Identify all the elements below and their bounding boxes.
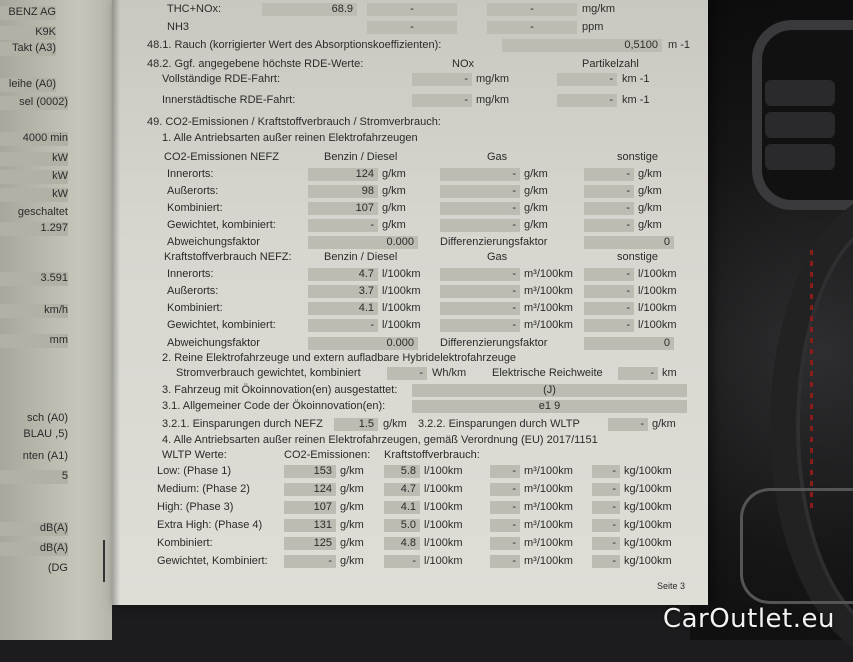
fuel-diff-value: 0 (584, 337, 674, 350)
fuel-row-label: Innerorts: (167, 268, 214, 280)
wltp-kg-unit: kg/100km (624, 537, 672, 549)
section-4-label: 4. Alle Antriebsarten außer reinen Elektrofahrzeugen, gemäß Verordnung (EU) 2017/1151 (162, 434, 598, 446)
strom-unit: Wh/km (432, 367, 467, 379)
wltp-gas-unit: m³/100km (524, 501, 573, 513)
section-3-2-2-label: 3.2.2. Einsparungen durch WLTP (418, 418, 580, 430)
thc-nox-unit: mg/km (582, 3, 615, 15)
left-page-text: 5 (0, 470, 68, 484)
co2-row-gas-value: - (440, 219, 520, 232)
strom-label: Stromverbrauch gewichtet, kombiniert (176, 367, 361, 379)
co2-deviation-value: 0.000 (308, 236, 418, 249)
thc-nox-label: THC+NOx: (167, 3, 222, 15)
wltp-kg-value: - (592, 519, 620, 532)
co2-row-other-unit: g/km (638, 185, 662, 197)
smoke-unit: m -1 (668, 39, 690, 51)
left-page-text: kW (0, 170, 68, 184)
left-page-text: sel (0002) (0, 96, 68, 110)
wltp-fuel-value: 5.8 (384, 465, 420, 478)
fuel-row-gas-unit: m³/100km (524, 302, 573, 314)
particle-header: Partikelzahl (582, 58, 639, 70)
fuel-row-benzin-value: 4.1 (308, 302, 378, 315)
rde-urban-label: Innerstädtische RDE-Fahrt: (162, 94, 296, 106)
wltp-row-label: Medium: (Phase 2) (157, 483, 250, 495)
wltp-co2-unit: g/km (340, 537, 364, 549)
fuel-row-other-value: - (584, 319, 634, 332)
co2-row-label: Innerorts: (167, 168, 214, 180)
co2-row-benzin-value: 98 (308, 185, 378, 198)
wltp-kg-unit: kg/100km (624, 519, 672, 531)
wltp-savings-value: - (608, 418, 648, 431)
left-page-text: (DG (47, 562, 68, 574)
wltp-co2-unit: g/km (340, 465, 364, 477)
nh3-label: NH3 (167, 21, 190, 33)
col-gas: Gas (487, 151, 508, 163)
co2-row-other-value: - (584, 202, 634, 215)
wltp-gas-unit: m³/100km (524, 465, 573, 477)
co2-row-benzin-unit: g/km (382, 219, 406, 231)
co2-row-gas-value: - (440, 185, 520, 198)
rde-full-nox: - (412, 73, 472, 86)
range-label: Elektrische Reichweite (492, 367, 603, 379)
fuel-row-label: Außerorts: (167, 285, 219, 297)
wltp-savings-unit: g/km (652, 418, 676, 430)
wltp-gas-value: - (490, 519, 520, 532)
section-3-1-label: 3.1. Allgemeiner Code der Ökoinnovation(en): (162, 400, 386, 412)
fuel-row-other-value: - (584, 285, 634, 298)
thc-nox-value: 68.9 (262, 3, 357, 16)
left-page-text: dB(A) (0, 542, 68, 556)
wltp-co2-value: 124 (284, 483, 336, 496)
wltp-fuel-unit: l/100km (424, 519, 463, 531)
wltp-kg-value: - (592, 555, 620, 568)
thc-nox-dash: - (487, 3, 577, 16)
co2-row-label: Gewichtet, kombiniert: (167, 219, 276, 231)
co2-row-label: Außerorts: (167, 185, 219, 197)
co2-row-benzin-unit: g/km (382, 168, 406, 180)
fuel-row-other-value: - (584, 268, 634, 281)
left-page-text: kW (0, 152, 68, 166)
wltp-co2-value: - (284, 555, 336, 568)
fuel-row-benzin-value: - (308, 319, 378, 332)
fuel-row-other-unit: l/100km (638, 285, 677, 297)
co2-nefz-header: CO2-Emissionen NEFZ (164, 151, 279, 163)
co2-row-gas-unit: g/km (524, 202, 548, 214)
rde-full-pn: - (557, 73, 617, 86)
left-page-text: 1.297 (0, 222, 68, 236)
wltp-gas-unit: m³/100km (524, 537, 573, 549)
wltp-co2-unit: g/km (340, 519, 364, 531)
fuel-deviation-value: 0.000 (308, 337, 418, 350)
co2-row-other-value: - (584, 185, 634, 198)
wltp-row-label: Kombiniert: (157, 537, 213, 549)
rde-urban-pn: - (557, 94, 617, 107)
strom-value: - (387, 367, 427, 380)
co2-row-label: Kombiniert: (167, 202, 223, 214)
wltp-header: WLTP Werte: (162, 449, 227, 461)
section-48-1-label: 48.1. Rauch (korrigierter Wert des Absorptionskoeffizienten): (147, 39, 442, 51)
left-page-text: leihe (A0) (0, 78, 56, 92)
fuel-row-gas-value: - (440, 285, 520, 298)
wltp-kg-value: - (592, 537, 620, 550)
fuel-deviation-label: Abweichungsfaktor (167, 337, 260, 349)
co2-row-gas-unit: g/km (524, 185, 548, 197)
wltp-co2-value: 153 (284, 465, 336, 478)
range-unit: km (662, 367, 677, 379)
fuel-diff-label: Differenzierungsfaktor (440, 337, 548, 349)
binding-mark (103, 540, 105, 582)
wltp-gas-unit: m³/100km (524, 519, 573, 531)
left-page-text: nten (A1) (22, 450, 68, 462)
co2-diff-label: Differenzierungsfaktor (440, 236, 548, 248)
left-page-text: 4000 min (0, 132, 68, 146)
co2-row-other-value: - (584, 168, 634, 181)
nh3-dash: - (367, 21, 457, 34)
left-page-text: BLAU ,5) (23, 428, 68, 440)
wltp-kg-value: - (592, 465, 620, 478)
rde-full-pn-unit: km -1 (622, 73, 650, 85)
dashboard-button (765, 144, 835, 170)
col-benzin-diesel: Benzin / Diesel (324, 251, 398, 263)
left-facing-page (0, 0, 112, 640)
wltp-kg-unit: kg/100km (624, 555, 672, 567)
fuel-row-benzin-unit: l/100km (382, 285, 421, 297)
co2-row-gas-value: - (440, 168, 520, 181)
left-page-text: geschaltet (17, 206, 68, 218)
co2-row-benzin-value: 107 (308, 202, 378, 215)
co2-row-benzin-value: 124 (308, 168, 378, 181)
wltp-co2-unit: g/km (340, 555, 364, 567)
section-49-1-label: 1. Alle Antriebsarten außer reinen Elektrofahrzeugen (162, 132, 418, 144)
fuel-row-benzin-value: 3.7 (308, 285, 378, 298)
nefz-savings-unit: g/km (383, 418, 407, 430)
nh3-dash: - (487, 21, 577, 34)
wltp-gas-value: - (490, 537, 520, 550)
fuel-row-other-unit: l/100km (638, 302, 677, 314)
fuel-row-gas-value: - (440, 268, 520, 281)
co2-row-benzin-value: - (308, 219, 378, 232)
fuel-row-other-unit: l/100km (638, 319, 677, 331)
wltp-kg-value: - (592, 501, 620, 514)
fuel-row-gas-value: - (440, 319, 520, 332)
wltp-kg-unit: kg/100km (624, 501, 672, 513)
co2-row-gas-unit: g/km (524, 168, 548, 180)
left-page-text: kW (0, 188, 68, 202)
range-value: - (618, 367, 658, 380)
wltp-kg-value: - (592, 483, 620, 496)
co2-diff-value: 0 (584, 236, 674, 249)
fuel-nefz-header: Kraftstoffverbrauch NEFZ: (164, 251, 292, 263)
section-3-label: 3. Fahrzeug mit Ökoinnovation(en) ausgestattet: (162, 384, 398, 396)
rde-urban-pn-unit: km -1 (622, 94, 650, 106)
co2-row-gas-unit: g/km (524, 219, 548, 231)
wltp-co2-unit: g/km (340, 501, 364, 513)
section-49-label: 49. CO2-Emissionen / Kraftstoffverbrauch / Stromverbrauch: (147, 116, 441, 128)
nefz-savings-value: 1.5 (334, 418, 378, 431)
rde-full-label: Vollständige RDE-Fahrt: (162, 73, 280, 85)
wltp-gas-unit: m³/100km (524, 483, 573, 495)
rde-full-nox-unit: mg/km (476, 73, 509, 85)
wltp-fuel-value: 4.1 (384, 501, 420, 514)
section-49-2-label: 2. Reine Elektrofahrzeuge und extern aufladbare Hybridelektrofahrzeuge (162, 352, 517, 364)
wltp-co2-header: CO2-Emissionen: (284, 449, 371, 461)
wltp-co2-unit: g/km (340, 483, 364, 495)
wltp-fuel-unit: l/100km (424, 465, 463, 477)
fuel-row-label: Kombiniert: (167, 302, 223, 314)
wltp-fuel-value: - (384, 555, 420, 568)
fuel-row-other-unit: l/100km (638, 268, 677, 280)
fuel-row-gas-value: - (440, 302, 520, 315)
co2-row-other-unit: g/km (638, 219, 662, 231)
wltp-fuel-unit: l/100km (424, 537, 463, 549)
left-page-text: mm (0, 334, 68, 348)
left-page-text: sch (A0) (27, 412, 68, 424)
thc-nox-dash: - (367, 3, 457, 16)
wltp-gas-unit: m³/100km (524, 555, 573, 567)
col-gas: Gas (487, 251, 508, 263)
wltp-row-label: Gewichtet, Kombiniert: (157, 555, 268, 567)
co2-row-benzin-unit: g/km (382, 185, 406, 197)
wltp-fuel-value: 4.8 (384, 537, 420, 550)
col-sonstige: sonstige (617, 151, 658, 163)
fuel-row-gas-unit: m³/100km (524, 319, 573, 331)
fuel-row-other-value: - (584, 302, 634, 315)
eco-innovation-code: e1 9 (412, 400, 687, 413)
wltp-co2-value: 107 (284, 501, 336, 514)
col-benzin-diesel: Benzin / Diesel (324, 151, 398, 163)
left-page-text: K9K (0, 26, 56, 40)
nox-header: NOx (452, 58, 474, 70)
wltp-gas-value: - (490, 555, 520, 568)
left-page-text: BENZ AG (0, 6, 56, 20)
rde-urban-nox: - (412, 94, 472, 107)
wltp-gas-value: - (490, 483, 520, 496)
left-page-text: Takt (A3) (0, 42, 56, 56)
rde-urban-nox-unit: mg/km (476, 94, 509, 106)
col-sonstige: sonstige (617, 251, 658, 263)
wltp-fuel-unit: l/100km (424, 483, 463, 495)
smoke-value: 0,5100 (502, 39, 662, 52)
co2-deviation-label: Abweichungsfaktor (167, 236, 260, 248)
wltp-row-label: High: (Phase 3) (157, 501, 234, 513)
nh3-unit: ppm (582, 21, 604, 33)
left-page-text: km/h (0, 304, 68, 318)
dashboard-button (765, 80, 835, 106)
wltp-kg-unit: kg/100km (624, 483, 672, 495)
section-3-2-1-label: 3.2.1. Einsparungen durch NEFZ (162, 418, 323, 430)
fuel-row-benzin-unit: l/100km (382, 268, 421, 280)
wltp-fuel-value: 4.7 (384, 483, 420, 496)
fuel-row-benzin-unit: l/100km (382, 319, 421, 331)
fuel-row-gas-unit: m³/100km (524, 268, 573, 280)
wltp-fuel-header: Kraftstoffverbrauch: (384, 449, 480, 461)
co2-row-benzin-unit: g/km (382, 202, 406, 214)
wltp-gas-value: - (490, 465, 520, 478)
eco-innovation-flag: (J) (412, 384, 687, 397)
wltp-row-label: Low: (Phase 1) (157, 465, 231, 477)
wltp-kg-unit: kg/100km (624, 465, 672, 477)
co2-row-other-value: - (584, 219, 634, 232)
page-number: Seite 3 (657, 581, 686, 591)
fuel-row-gas-unit: m³/100km (524, 285, 573, 297)
co2-row-other-unit: g/km (638, 168, 662, 180)
left-page-text: 3.591 (0, 272, 68, 286)
co2-row-gas-value: - (440, 202, 520, 215)
watermark: CarOutlet.eu (662, 604, 835, 634)
registration-document-page (112, 0, 708, 605)
wltp-fuel-value: 5.0 (384, 519, 420, 532)
wltp-row-label: Extra High: (Phase 4) (157, 519, 263, 531)
co2-row-other-unit: g/km (638, 202, 662, 214)
wltp-fuel-unit: l/100km (424, 501, 463, 513)
fuel-row-benzin-unit: l/100km (382, 302, 421, 314)
steering-wheel-stitching (810, 250, 813, 510)
page-fold-shadow (112, 0, 120, 605)
left-page-text: dB(A) (0, 522, 68, 536)
fuel-row-label: Gewichtet, kombiniert: (167, 319, 276, 331)
wltp-co2-value: 125 (284, 537, 336, 550)
wltp-co2-value: 131 (284, 519, 336, 532)
dashboard-button (765, 112, 835, 138)
section-48-2-label: 48.2. Ggf. angegebene höchste RDE-Werte: (147, 58, 364, 70)
wltp-gas-value: - (490, 501, 520, 514)
air-vent (740, 488, 853, 604)
fuel-row-benzin-value: 4.7 (308, 268, 378, 281)
wltp-fuel-unit: l/100km (424, 555, 463, 567)
